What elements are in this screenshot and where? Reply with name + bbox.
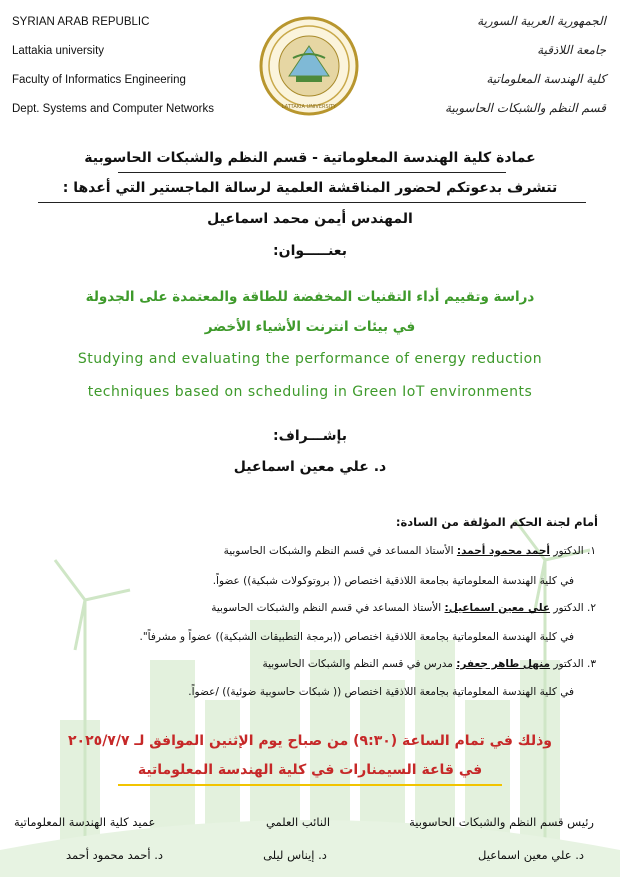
invitation-line-2: تتشرف بدعوتكم لحضور المناقشة العلمية لرسالة الماجستير التي أعدها :	[62, 180, 558, 196]
member-role: مدرس في قسم النظم والشبكات الحاسوبية	[262, 658, 457, 670]
committee-member-2-detail: في كلية الهندسة المعلوماتية بجامعة اللاذقية اختصاص ((برمجة التطبيقات الشبكية)) عضواً و مشرفاً".	[139, 631, 574, 643]
divider-line	[38, 202, 586, 203]
header-ar-faculty: كلية الهندسة المعلوماتية	[486, 72, 606, 86]
signature-name-dean: د. أحمد محمود أحمد	[66, 848, 164, 862]
signature-name-dept-head: د. علي معين اسماعيل	[478, 848, 584, 862]
header-ar-department: قسم النظم والشبكات الحاسوبية	[444, 101, 606, 115]
thesis-title-ar-line-1: دراسة وتقييم أداء التقنيات المخفضة للطاقة والمعتمدة على الجدولة	[85, 289, 535, 305]
member-prefix: الدكتور	[553, 658, 584, 670]
supervisor-name: د. علي معين اسماعيل	[233, 459, 387, 475]
candidate-name: المهندس أيمن محمد اسماعيل	[207, 211, 413, 227]
schedule-venue: في قاعة السيمنارات في كلية الهندسة المعلوماتية	[137, 762, 483, 778]
member-prefix: الدكتور	[553, 602, 584, 614]
thesis-title-ar-line-2: في بيئات انترنت الأشياء الأخضر	[204, 319, 416, 335]
title-label: بعنـــــوان:	[273, 243, 347, 259]
header-en-university: Lattakia university	[12, 45, 105, 57]
committee-member-3-detail: في كلية الهندسة المعلوماتية بجامعة اللاذقية اختصاص (( شبكات حاسوبية ضوئية)) /عضواً.	[188, 686, 574, 698]
member-role: الأستاذ المساعد في قسم النظم والشبكات الحاسوبية	[223, 545, 457, 557]
header-en-department: Dept. Systems and Computer Networks	[12, 103, 214, 115]
member-prefix: الدكتور	[553, 545, 584, 557]
signature-title-vice-dean: النائب العلمي	[265, 815, 331, 829]
thesis-title-en-line-1: Studying and evaluating the performance of energy reduction	[77, 351, 543, 367]
signature-title-dept-head: رئيس قسم النظم والشبكات الحاسوبية	[409, 815, 594, 829]
member-name: أحمد محمود أحمد:	[456, 545, 551, 557]
header-en-faculty: Faculty of Informatics Engineering	[12, 74, 186, 86]
schedule-datetime: وذلك في تمام الساعة (٩:٣٠) من صباح يوم الإثنين الموافق لـ ٢٠٢٥/٧/٧	[68, 733, 552, 749]
thesis-title-en-line-2: techniques based on scheduling in Green IoT environments	[87, 384, 533, 400]
member-number: ٢.	[587, 602, 596, 614]
member-number: ٣.	[587, 658, 596, 670]
header-ar-country: الجمهورية العربية السورية	[477, 14, 606, 28]
committee-member-1-detail: في كلية الهندسة المعلوماتية بجامعة اللاذقية اختصاص (( بروتوكولات شبكية)) عضواً.	[212, 575, 574, 587]
member-name: منهل طاهر جعفر:	[456, 658, 551, 670]
member-number: ١.	[587, 545, 596, 557]
committee-member-2	[211, 602, 596, 614]
header-en-country: SYRIAN ARAB REPUBLIC	[12, 16, 150, 28]
signature-name-vice-dean: د. إيناس ليلى	[263, 848, 327, 862]
committee-heading: أمام لجنة الحكم المؤلفة من السادة:	[395, 515, 598, 529]
invitation-line-1: عمادة كلية الهندسة المعلوماتية - قسم النظم والشبكات الحاسوبية	[84, 150, 536, 166]
member-role: الأستاذ المساعد في قسم النظم والشبكات الحاسوبية	[211, 602, 445, 614]
member-name: علي معين اسماعيل:	[444, 602, 551, 614]
divider-line	[118, 172, 506, 173]
supervision-label: بإشـــراف:	[272, 428, 347, 444]
header-ar-university: جامعة اللاذقية	[537, 43, 606, 57]
seal-caption: LATTAKIA UNIVERSITY	[281, 104, 337, 110]
venue-underline	[118, 784, 502, 786]
committee-member-3	[262, 658, 596, 670]
signature-title-dean: عميد كلية الهندسة المعلوماتية	[14, 815, 156, 829]
committee-member-1	[224, 545, 596, 557]
